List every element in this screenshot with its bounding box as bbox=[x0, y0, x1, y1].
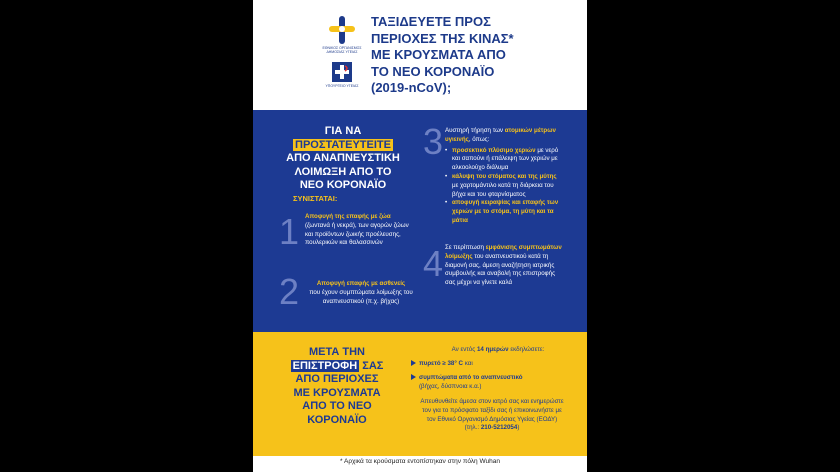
symptom-fever bbox=[411, 360, 571, 369]
poster-title bbox=[371, 14, 581, 97]
step-3-intro: Αυστηρή τήρηση των bbox=[445, 127, 504, 134]
bullet-bold: προσεκτικό πλύσιμο χεριών bbox=[452, 146, 536, 154]
step-number-2: 2 bbox=[279, 271, 300, 312]
heading-line: ΑΠΟ ΠΕΡΙΟΧΕΣ bbox=[295, 373, 379, 385]
protection-section bbox=[253, 110, 587, 332]
logo2-caption: ΥΠΟΥΡΓΕΙΟ ΥΓΕΙΑΣ bbox=[325, 84, 359, 88]
intro-bold: 14 ημερών bbox=[476, 346, 509, 353]
heading-line: ΝΕΟ ΚΟΡΟΝΑΪΟ bbox=[299, 179, 387, 191]
bullet-text: με νερό και σαπούνι ή επάλειψη των χεριών με αλκοολούχο διάλυμα bbox=[452, 146, 559, 172]
arrow-icon bbox=[411, 360, 416, 366]
heading-highlight: ΠΡΟΣΤΑΤΕΥΤΕΙΤΕ bbox=[295, 138, 391, 151]
symptom-text: και bbox=[464, 360, 473, 367]
phone-end: ) bbox=[517, 424, 520, 432]
return-heading bbox=[279, 346, 395, 427]
phone-number: 210-5212054 bbox=[480, 424, 518, 432]
list-item bbox=[445, 173, 563, 199]
title-line: ΜΕ ΚΡΟΥΣΜΑΤΑ ΑΠΟ bbox=[371, 47, 506, 62]
step-2-text bbox=[305, 280, 417, 306]
title-line: ΠΕΡΙΟΧΕΣ ΤΗΣ ΚΙΝΑΣ* bbox=[371, 30, 514, 46]
list-item bbox=[445, 199, 563, 225]
hygiene-list bbox=[445, 147, 563, 226]
list-item bbox=[445, 147, 563, 173]
step-2-body: που έχουν συμπτώματα λοίμωξης του αναπνευστικού (π.χ. βήχας) bbox=[309, 288, 413, 305]
poster bbox=[253, 0, 587, 472]
advice-text bbox=[417, 398, 567, 433]
symptom-bold: πυρετό ≥ 38° C bbox=[419, 360, 464, 367]
symptoms-intro bbox=[423, 346, 573, 355]
heading-line: ΚΟΡΟΝΑΪΟ bbox=[307, 413, 367, 426]
bullet-text: με χαρτομάντιλο κατά τη διάρκεια του βήχα και του φταρνίσματος bbox=[452, 181, 554, 198]
step-3-intro-bold: ατομικών μέτρων υγιεινής bbox=[445, 127, 556, 143]
step-4-bold: εμφάνισης συμπτωμάτων λοίμωξης bbox=[445, 244, 562, 260]
step-number-1: 1 bbox=[279, 211, 300, 252]
heading-line: ΓΙΑ ΝΑ bbox=[324, 125, 362, 137]
heading-line: ΣΑΣ bbox=[359, 359, 384, 372]
symptom-bold: συμπτώματα από το αναπνευστικό bbox=[419, 374, 523, 381]
symptom-text: (βήχας, δύσπνοια κ.α.) bbox=[419, 382, 482, 390]
logo1-caption: ΕΘΝΙΚΟΣ ΟΡΓΑΝΙΣΜΟΣ ΔΗΜΟΣΙΑΣ ΥΓΕΙΑΣ bbox=[322, 46, 362, 54]
heading-line: ΜΕ ΚΡΟΥΣΜΑΤΑ bbox=[293, 386, 381, 399]
step-3-intro-end: , όπως: bbox=[468, 135, 490, 143]
title-line: ΤΑΞΙΔΕΥΕΤΕ ΠΡΟΣ bbox=[371, 14, 491, 29]
symptom-respiratory bbox=[411, 374, 571, 392]
step-number-4: 4 bbox=[423, 243, 444, 284]
phone-label: (τηλ.: bbox=[464, 424, 480, 432]
heading-line: ΜΕΤΑ ΤΗΝ bbox=[308, 346, 365, 358]
bullet-bold: κάλυψη του στόματος και της μύτης bbox=[452, 172, 557, 180]
return-section bbox=[253, 332, 587, 456]
step-3-text bbox=[445, 127, 563, 226]
advice-body: Απευθυνθείτε άμεσα στον ιατρό σας και ενημερώστε τον για το πρόσφατο ταξίδι σας ή επικοινωνήστε με τον Εθνικό Οργανισμό Δημόσιας Υγείας (ΕΟΔΥ) bbox=[420, 398, 564, 423]
intro-pre: Αν εντός bbox=[451, 346, 476, 353]
heading-line: ΑΠΟ ΤΟ ΝΕΟ bbox=[302, 400, 372, 412]
heading-line: ΛΟΙΜΩΞΗ ΑΠΟ ΤΟ bbox=[294, 165, 392, 178]
recommend-label: ΣΥΝΙΣΤΑΤΑΙ: bbox=[293, 194, 338, 203]
footnote: * Αρχικά τα κρούσματα εντοπίστηκαν στην πόλη Wuhan bbox=[340, 458, 500, 465]
step-1-bold: Αποφυγή της επαφής με ζώα bbox=[305, 213, 391, 220]
title-line: ΤΟ ΝΕΟ ΚΟΡΟΝΑΪΟ bbox=[371, 63, 495, 79]
ministry-logo-icon bbox=[332, 62, 352, 82]
arrow-icon bbox=[411, 374, 416, 380]
step-4-text bbox=[445, 244, 563, 288]
poster-header bbox=[253, 0, 587, 110]
bullet-bold: αποφυγή κειραψίας και επαφής των χεριών με το στόμα, τη μύτη και τα μάτια bbox=[452, 199, 559, 224]
heading-line: ΑΠΟ ΑΝΑΠΝΕΥΣΤΙΚΗ bbox=[286, 152, 400, 164]
step-1-text bbox=[305, 213, 417, 248]
intro-post: εκδηλώσετε: bbox=[510, 346, 545, 353]
step-number-3: 3 bbox=[423, 121, 444, 162]
title-line: (2019-nCoV); bbox=[371, 80, 452, 95]
eody-logo-icon bbox=[327, 14, 357, 46]
protection-heading bbox=[283, 125, 403, 193]
step-1-body: (ζωντανά ή νεκρά), των αγορών ζώων και προϊόντων ζωικής προέλευσης, πουλερικών και θαλασσινών bbox=[305, 221, 409, 247]
heading-highlight: ΕΠΙΣΤΡΟΦΗ bbox=[292, 359, 358, 372]
step-4-intro: Σε περίπτωση bbox=[445, 244, 484, 251]
step-2-bold: Αποφυγή επαφής με ασθενείς bbox=[316, 280, 406, 287]
step-4-body: του αναπνευστικού κατά τη διαμονή σας, άμεση αναζήτηση ιατρικής συμβουλής και αναβολή της επιστροφής σας μέχρι να γίνετε καλά bbox=[445, 252, 556, 287]
